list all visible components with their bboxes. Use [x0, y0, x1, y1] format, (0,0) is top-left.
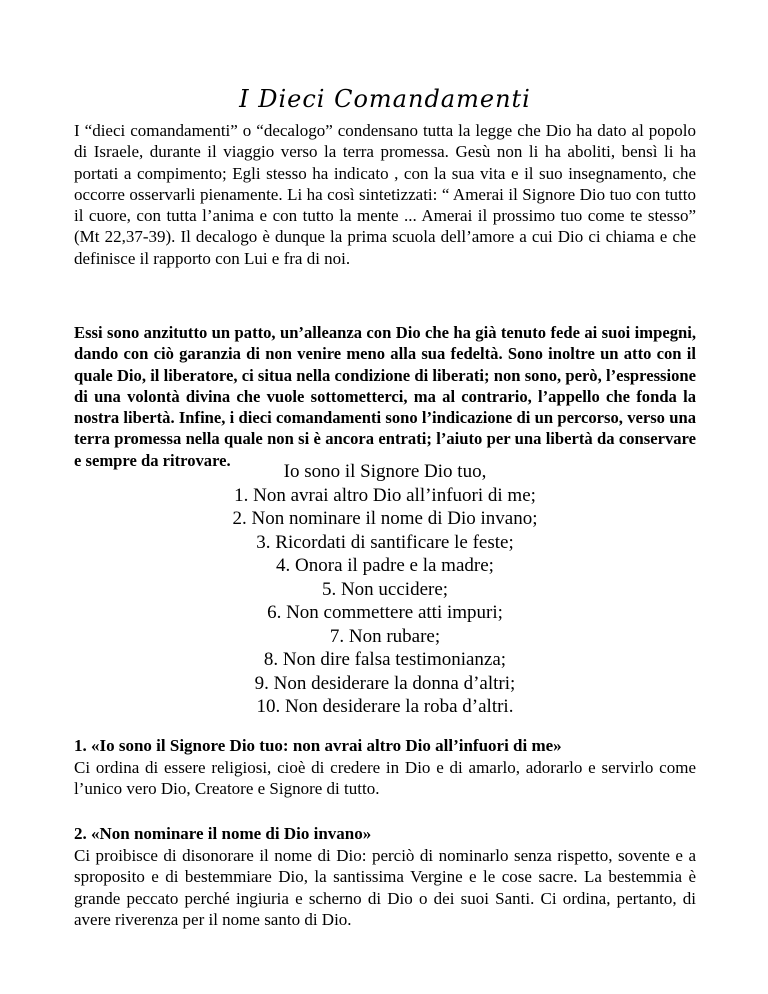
section-2-body: Ci proibisce di disonorare il nome di Dio: perciò di nominarlo senza rispetto, sovente e a sproposito e di bestemmiare Dio, la santissima Vergine e le cose sacre. La bestemmia è grande peccato perché ingiuria e scherno di Dio o dei suoi Santi. Ci ordina, pertanto, di avere riverenza per il nome santo di Dio.: [74, 846, 696, 929]
section-1-heading: 1. «Io sono il Signore Dio tuo: non avrai altro Dio all’infuori di me»: [74, 736, 562, 755]
section-2: [74, 823, 696, 930]
document-title: I Dieci Comandamenti: [239, 85, 531, 113]
bold-paragraph: Essi sono anzitutto un patto, un’alleanza con Dio che ha già tenuto fede ai suoi impegni, dando con ciò garanzia di non venire meno alla sua fedeltà. Sono inoltre un atto con il quale Dio, il liberatore, ci situa nella condizione di liberati; non sono, però, l’espressione di una volontà divina che vuole sottometterci, ma al contrario, l’appello che fonda la nostra libertà. Infine, i dieci comandamenti sono l’indicazione di un percorso, verso una terra promessa nella quale non si è ancora entrati; l’aiuto per una libertà da conservare e sempre da ritrovare.: [74, 323, 696, 470]
commandment-item: 10. Non desiderare la roba d’altri.: [256, 696, 514, 717]
section-2-heading: 2. «Non nominare il nome di Dio invano»: [74, 824, 372, 843]
commandment-item: 7. Non rubare;: [329, 625, 441, 647]
commandment-item: 5. Non uccidere;: [321, 578, 449, 600]
section-1-body: Ci ordina di essere religiosi, cioè di credere in Dio e di amarlo, adorarlo e servirlo come l’unico vero Dio, Creatore e Signore di tutto.: [74, 758, 696, 799]
commandments-list: [74, 460, 696, 719]
commandment-item: 2. Non nominare il nome di Dio invano;: [232, 508, 538, 529]
commandments-heading: Io sono il Signore Dio tuo,: [283, 461, 487, 482]
commandment-item: 4. Onora il padre e la madre;: [276, 555, 494, 576]
commandment-item: 1. Non avrai altro Dio all’infuori di me;: [234, 484, 536, 506]
commandment-item: 6. Non commettere atti impuri;: [267, 602, 503, 623]
section-1: [74, 735, 696, 800]
commandment-item: 9. Non desiderare la donna d’altri;: [254, 672, 516, 694]
intro-paragraph: I “dieci comandamenti” o “decalogo” condensano tutta la legge che Dio ha dato al popolo di Israele, durante il viaggio verso la terra promessa. Gesù non li ha aboliti, bensì li ha portati a compimento; Egli stesso ha indicato , con la sua vita e il suo insegnamento, che occorre osservarli pienamente. Li ha così sintetizzati: “ Amerai il Signore Dio tuo con tutto il cuore, con tutta l’anima e con tutto la mente ... Amerai il prossimo tuo come te stesso” (Mt 22,37-39). Il decalogo è dunque la prima scuola dell’amore a cui Dio ci chiama e che definisce il rapporto con Lui e fra di noi.: [74, 121, 696, 268]
commandment-item: 3. Ricordati di santificare le feste;: [256, 531, 514, 553]
commandment-item: 8. Non dire falsa testimonianza;: [263, 649, 507, 670]
